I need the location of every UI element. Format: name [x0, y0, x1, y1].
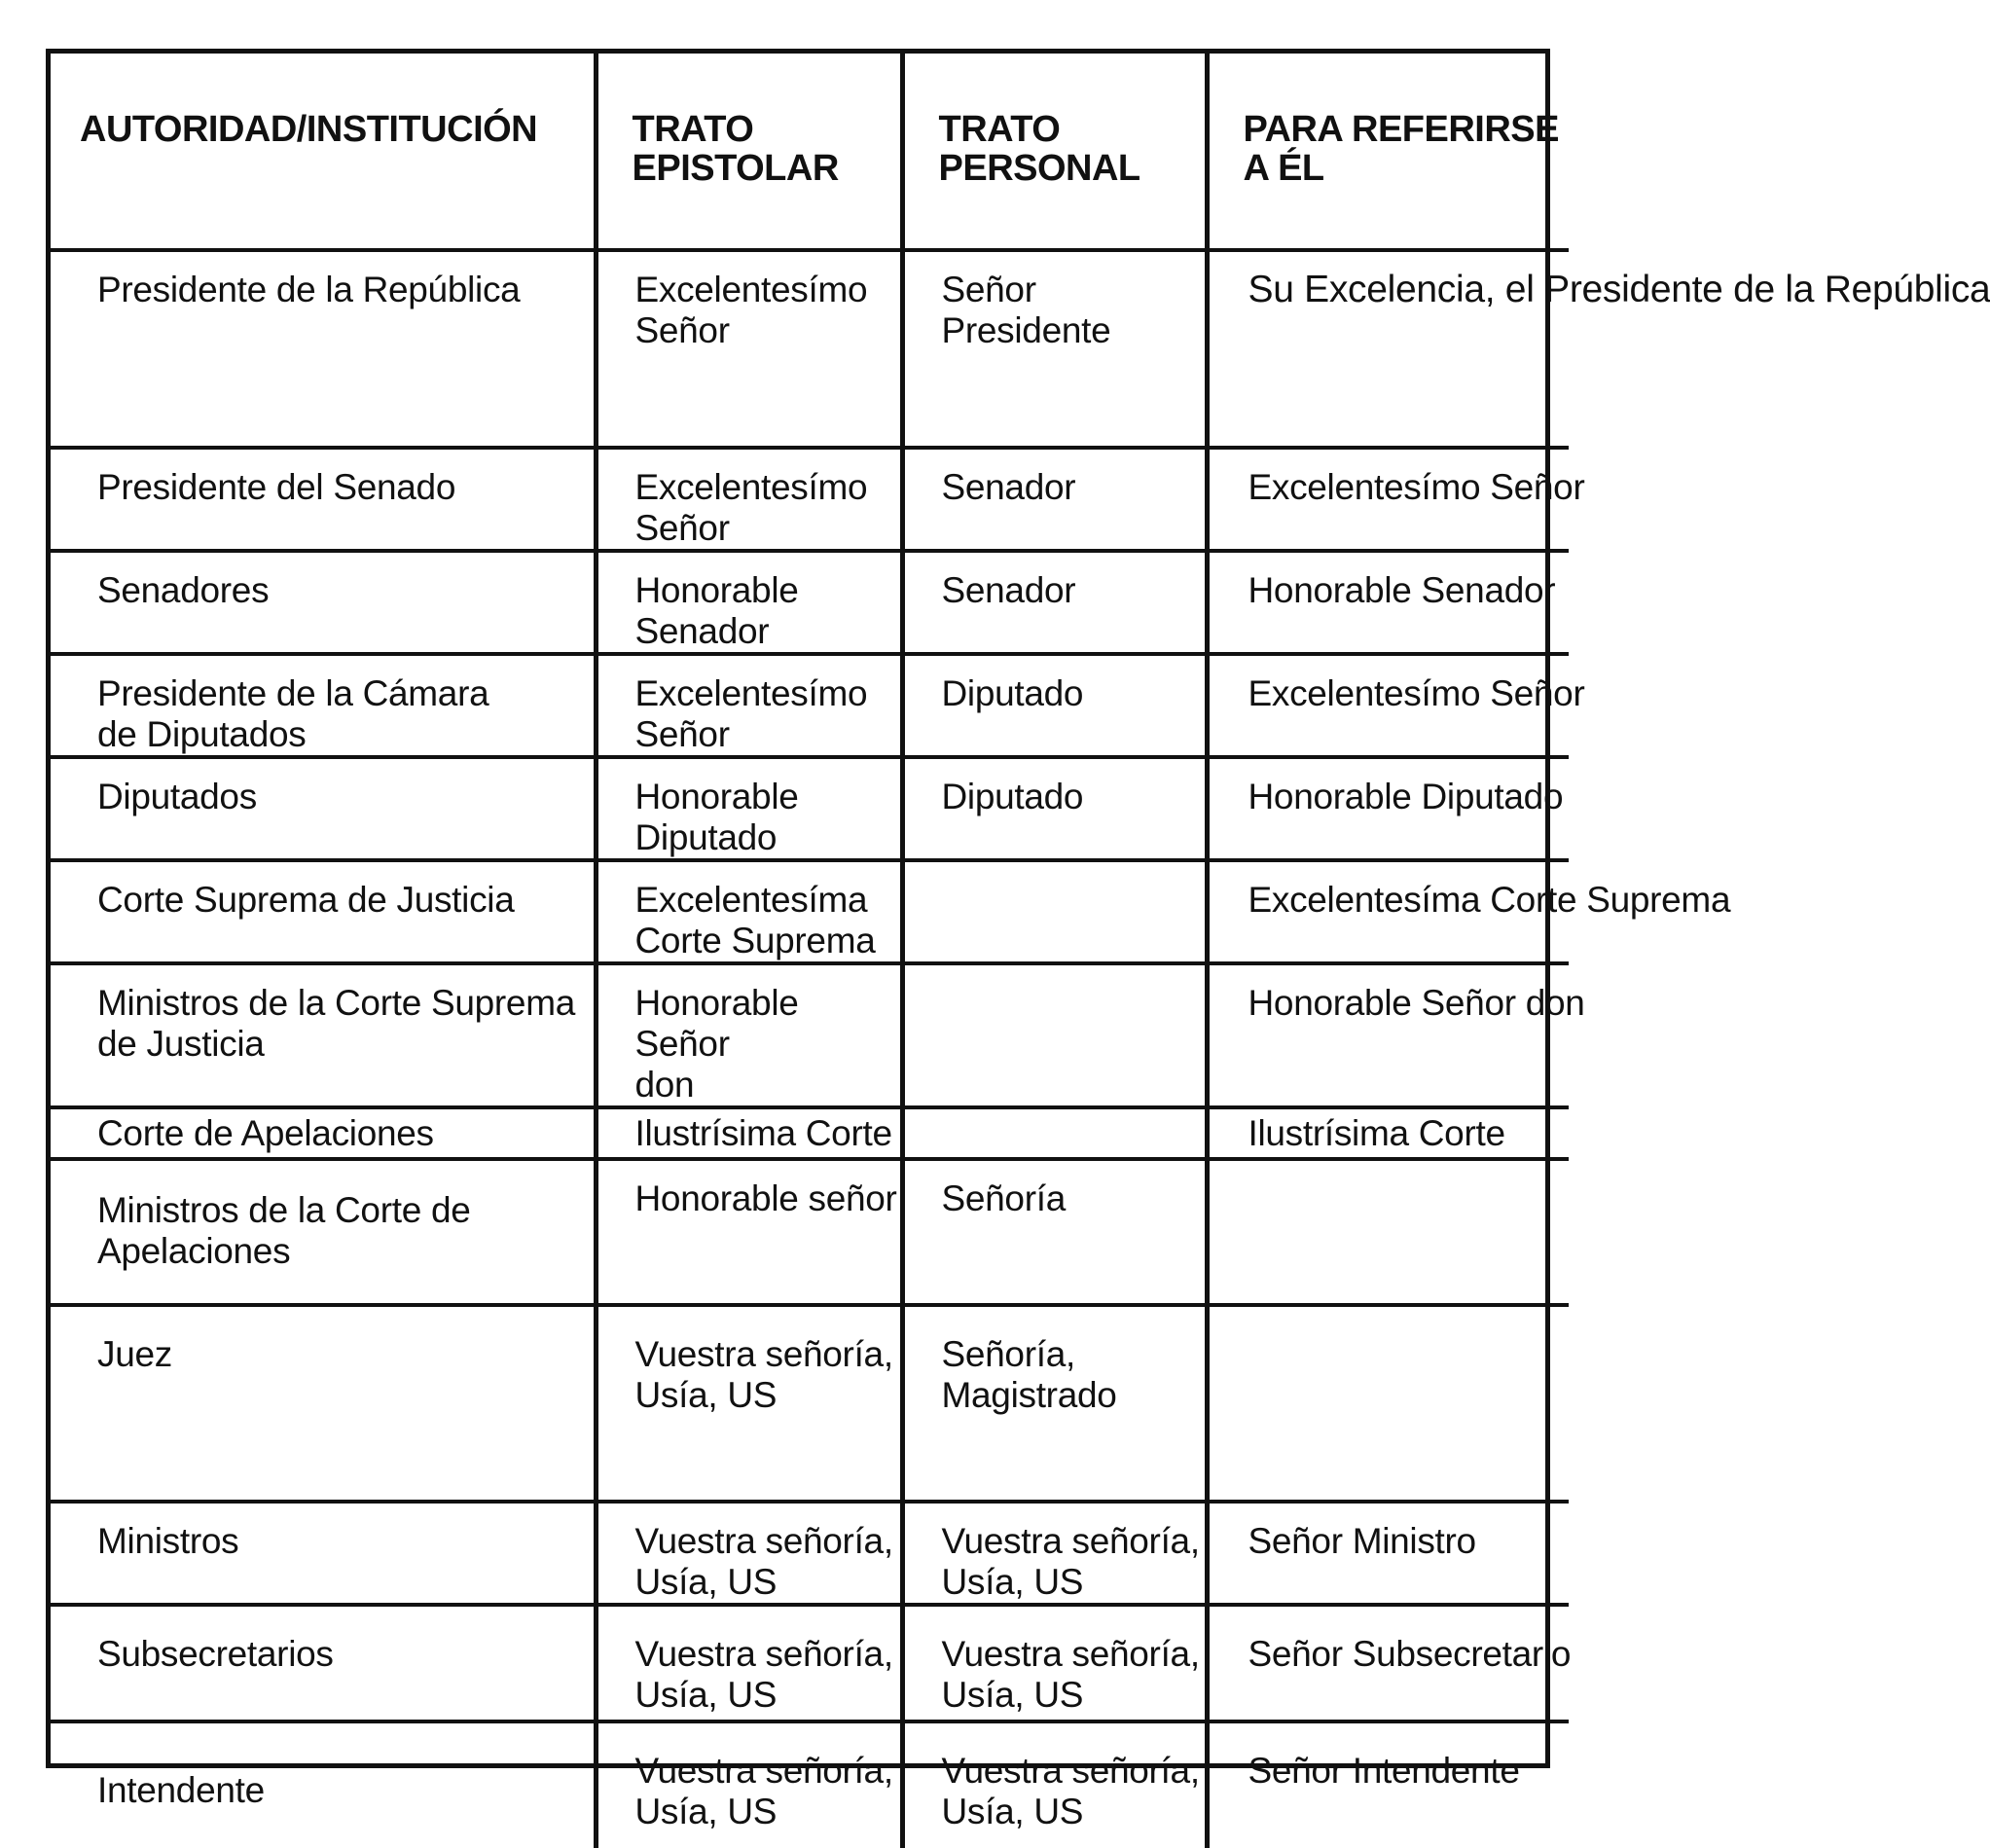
cell-text: Honorable Senador [634, 570, 799, 651]
cell-text: Intendente [97, 1770, 265, 1810]
table-row [51, 963, 1569, 1107]
cell-epistolar [596, 860, 902, 963]
table-row [51, 1502, 1569, 1605]
cell-text: Honorable Diputado [634, 777, 799, 857]
cell-text: Excelentesímo Señor [634, 270, 868, 350]
cell-autoridad [51, 551, 596, 654]
cell-text: Señor Presidente [941, 270, 1111, 350]
cell-autoridad [51, 1159, 596, 1305]
cell-text: Señoría [941, 1178, 1066, 1218]
cell-text: Senador [941, 570, 1076, 610]
cell-text: Vuestra señoría, Usía, US [634, 1751, 893, 1831]
cell-epistolar [596, 1159, 902, 1305]
header-label: TRATO EPISTOLAR [632, 109, 839, 189]
cell-text: Honorable Diputado [1248, 777, 1564, 816]
table-row [51, 1721, 1569, 1848]
cell-text [1210, 1161, 1570, 1178]
cell-referirse [1207, 860, 1731, 963]
header-autoridad [51, 54, 596, 250]
table [51, 54, 1990, 1848]
header-label: PARA REFERIRSE A ÉL [1243, 109, 1559, 189]
cell-personal [902, 654, 1207, 757]
cell-epistolar [596, 757, 902, 860]
cell-referirse [1207, 1159, 1569, 1305]
cell-text: Vuestra señoría, Usía, US [941, 1634, 1200, 1715]
cell-epistolar [596, 1107, 902, 1159]
cell-text: Honorable señor [634, 1178, 897, 1218]
cell-text: Su Excelencia, el Presidente de la República [1248, 269, 1990, 310]
table-row [51, 250, 1569, 448]
cell-text: Vuestra señoría, Usía, US [941, 1521, 1200, 1602]
cell-epistolar [596, 448, 902, 551]
cell-text: Presidente de la Cámara de Diputados [97, 673, 489, 754]
cell-text: Vuestra señoría, Usía, US [634, 1521, 893, 1602]
cell-text: Honorable Señor don [634, 983, 799, 1105]
cell-text: Excelentesímo Señor [634, 673, 868, 754]
cell-text: Subsecretarios [97, 1634, 334, 1674]
cell-referirse [1207, 1721, 1569, 1848]
cell-personal [902, 963, 1207, 1107]
cell-text: Juez [97, 1334, 172, 1374]
cell-text: Vuestra señoría, Usía, US [634, 1634, 893, 1715]
cell-referirse [1207, 448, 1585, 551]
table-row [51, 448, 1569, 551]
cell-epistolar [596, 1305, 902, 1502]
cell-epistolar [596, 250, 902, 448]
table-row [51, 1107, 1569, 1159]
cell-text [905, 862, 1205, 880]
cell-autoridad [51, 1305, 596, 1502]
cell-referirse [1207, 1502, 1569, 1605]
cell-text: Honorable Senador [1248, 570, 1556, 610]
cell-autoridad [51, 1721, 596, 1848]
table-row [51, 1605, 1569, 1721]
header-para-referirse [1207, 54, 1569, 250]
cell-personal [902, 1721, 1207, 1848]
cell-referirse [1207, 963, 1585, 1107]
cell-autoridad [51, 963, 596, 1107]
header-trato-epistolar [596, 54, 902, 250]
cell-referirse [1207, 1107, 1569, 1159]
cell-referirse [1207, 1305, 1569, 1502]
table-row [51, 654, 1569, 757]
cell-text [905, 965, 1205, 983]
cell-referirse [1207, 757, 1569, 860]
cell-text: Señor Intendente [1248, 1751, 1520, 1791]
cell-text: Señoría, Magistrado [941, 1334, 1117, 1415]
cell-text: Diputado [941, 673, 1084, 713]
cell-epistolar [596, 551, 902, 654]
cell-autoridad [51, 1502, 596, 1605]
cell-referirse [1207, 551, 1569, 654]
cell-text: Corte Suprema de Justicia [97, 880, 515, 920]
table-row [51, 757, 1569, 860]
cell-text: Presidente del Senado [97, 467, 456, 507]
table-row [51, 1305, 1569, 1502]
cell-personal [902, 250, 1207, 448]
cell-text: Excelentesímo Señor [1248, 673, 1585, 713]
cell-epistolar [596, 1721, 902, 1848]
cell-text: Señor Ministro [1248, 1521, 1476, 1561]
cell-epistolar [596, 654, 902, 757]
cell-text: Senador [941, 467, 1076, 507]
table-row [51, 1159, 1569, 1305]
cell-personal [902, 1107, 1207, 1159]
cell-personal [902, 1605, 1207, 1721]
cell-text: Excelentesímo Señor [1248, 467, 1585, 507]
cell-autoridad [51, 757, 596, 860]
cell-autoridad [51, 1605, 596, 1721]
cell-text [1210, 1307, 1570, 1334]
header-label: TRATO PERSONAL [938, 109, 1140, 189]
header-label: AUTORIDAD/INSTITUCIÓN [80, 109, 538, 150]
cell-text: Señor Subsecretario [1248, 1634, 1572, 1674]
cell-personal [902, 551, 1207, 654]
forms-of-address-table [46, 49, 1990, 1831]
cell-autoridad [51, 654, 596, 757]
cell-autoridad [51, 448, 596, 551]
table-row [51, 860, 1569, 963]
cell-personal [902, 448, 1207, 551]
cell-text: Excelentesíma Corte Suprema [634, 880, 876, 960]
cell-text: Ministros [97, 1521, 239, 1561]
cell-text: Senadores [97, 570, 270, 610]
cell-epistolar [596, 1502, 902, 1605]
cell-personal [902, 1159, 1207, 1305]
cell-personal [902, 1502, 1207, 1605]
cell-text: Ilustrísima Corte [634, 1113, 892, 1153]
cell-personal [902, 757, 1207, 860]
cell-epistolar [596, 1605, 902, 1721]
cell-text: Honorable Señor don [1248, 983, 1585, 1023]
cell-autoridad [51, 860, 596, 963]
cell-text: Diputado [941, 777, 1084, 816]
table-row [51, 551, 1569, 654]
cell-text [905, 1109, 1205, 1113]
cell-text: Presidente de la República [97, 270, 521, 309]
cell-text: Excelentesíma Corte Suprema [1248, 880, 1731, 920]
cell-text: Excelentesímo Señor [634, 467, 868, 548]
cell-text: Ministros de la Corte Suprema de Justicia [97, 983, 575, 1064]
cell-text: Vuestra señoría, Usía, US [634, 1334, 893, 1415]
cell-autoridad [51, 1107, 596, 1159]
cell-personal [902, 1305, 1207, 1502]
cell-text: Diputados [97, 777, 257, 816]
table-header-row [51, 54, 1569, 250]
cell-text: Corte de Apelaciones [97, 1113, 434, 1153]
cell-epistolar [596, 963, 902, 1107]
cell-text: Ilustrísima Corte [1248, 1113, 1505, 1153]
cell-personal [902, 860, 1207, 963]
cell-autoridad [51, 250, 596, 448]
cell-text: Vuestra señoría, Usía, US [941, 1751, 1200, 1831]
cell-referirse [1207, 250, 1990, 448]
cell-text: Ministros de la Corte de Apelaciones [97, 1190, 471, 1271]
cell-referirse [1207, 1605, 1572, 1721]
cell-referirse [1207, 654, 1585, 757]
header-trato-personal [902, 54, 1207, 250]
